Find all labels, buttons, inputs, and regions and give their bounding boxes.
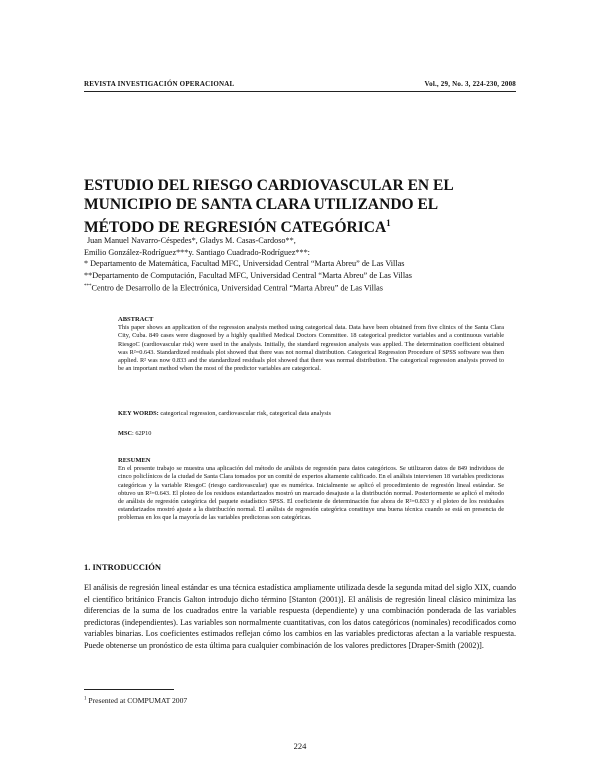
footnote	[84, 696, 187, 705]
page-number: 224	[293, 741, 307, 751]
msc-value: : 62P10	[132, 430, 152, 437]
resumen-section	[118, 457, 504, 523]
section-heading-introduccion: 1. INTRODUCCIÓN	[84, 562, 161, 572]
keywords-text: categorical regression, cardiovascular risk, categorical data analysis	[158, 410, 331, 417]
title-line-1: ESTUDIO DEL RIESGO CARDIOVASCULAR EN EL	[84, 177, 454, 194]
affiliation-3: ***Centro de Desarrollo de la Electrónica, Universidad Central “Marta Abreu” de Las Villas	[84, 283, 383, 293]
title-line-3: MÉTODO DE REGRESIÓN CATEGÓRICA$^1$	[84, 218, 391, 237]
footnote-rule	[84, 689, 174, 690]
paper-title	[84, 176, 524, 237]
author-line-1: Juan Manuel Navarro-Céspedes*, Gladys M. Casas-Cardoso**,	[87, 236, 296, 245]
footnote-mark: 1	[84, 696, 87, 702]
msc-code	[118, 430, 504, 437]
author-line-2: Emilio González-Rodríguez***y. Santiago Cuadrado-Rodríguez***:	[84, 247, 310, 257]
abstract-section	[118, 316, 504, 373]
resumen-text: En el presente trabajo se muestra una aplicación del método de análisis de regresión para datos categóricos. Se utilizaron datos de 849 individuos de cinco policlínicos de la ciudad de Santa Clara tomados por un comité de expertos altamente calificado. En el análisis intervienen 18 variables predictoras categóricas y la variable RiesgoC (riesgo cardiovascular) que es numérica. Inicialmente se aplicó el procedimiento de regresión lineal estándar. Se obtuvo un R²=0.643. El ploteo de los residuos estandarizados mostró un marcado desajuste a la distribución normal. Posteriormente se aplicó el método de análisis de regresión categórica del paquete estadístico SPSS. El coeficiente de determinación fue ahora de R²=0.833 y el ploteo de los residuales estandarizados mostró ajuste a la distribución normal. El análisis de regresión categórica constituye una buena técnica cuando se está en presencia de problemas en los que la mayoría de las variables predictoras son categóricas.	[118, 465, 504, 522]
author-block	[84, 235, 524, 294]
keywords-label: KEY WORDS:	[118, 410, 159, 417]
running-header	[84, 80, 516, 88]
affiliation-1: * Departamento de Matemática, Facultad MFC, Universidad Central “Marta Abreu” de Las Villas	[84, 259, 405, 268]
affiliation-2: **Departamento de Computación, Facultad MFC, Universidad Central “Marta Abreu” de Las Villas	[84, 270, 412, 280]
footnote-text: Presented at COMPUMAT 2007	[86, 696, 188, 705]
resumen-heading: RESUMEN	[118, 457, 151, 464]
volume-info: Vol., 29, No. 3, 224-230, 2008	[424, 80, 516, 88]
keywords	[118, 410, 504, 417]
journal-name: REVISTA INVESTIGACIÓN OPERACIONAL	[84, 80, 235, 88]
abstract-heading: ABSTRACT	[118, 316, 154, 323]
introduccion-text: El análisis de regresión lineal estándar es una técnica estadística ampliamente utilizada desde la segunda mitad del siglo XIX, cuando el científico británico Francis Galton introdujo dicho término [Stanton (2001)]. El análisis de regresión lineal clásico minimiza las diferencias de la suma de los cuadrados entre la variable respuesta (dependiente) y una combinación ponderada de las variables predictoras (independientes). Las variables son normalmente cuantitativas, con los datos categóricos (nominales) recodificados como variables binarias. Los coeficientes estimados reflejan cómo los cambios en las variables predictoras afectan a la variable respuesta. Puede obtenerse un pronóstico de esta última para cualquier combinación de los valores predictores [Draper-Smith (2002)].	[84, 583, 516, 650]
header-rule	[84, 91, 516, 92]
title-footnote-mark: 1	[386, 218, 391, 228]
title-line-2: MUNICIPIO DE SANTA CLARA UTILIZANDO EL	[84, 196, 439, 213]
msc-label: MSC	[118, 430, 132, 437]
abstract-text: This paper shows an application of the regression analysis method using categorical data. Data have been obtained from five clinics of the Santa Clara City, Cuba. 849 cases were diagnosed by a highly qualified Medical Doctors Committee. 18 categorical predictor variables and a continuous variable RiesgoC (cardiovascular risk) were used in the analysis. Initially, the standard regression analysis was applied. The determination coefficient obtained was R²=0.643. Standardized residuals plot showed that there was not normal distribution. Categorical Regression Procedure of SPSS software was then applied. R² was now 0.833 and the standardized residuals plot showed that there was normal distribution. The categorical regression analysis proved to be an important method when the most of the predictor variables are categorical.	[118, 324, 504, 373]
